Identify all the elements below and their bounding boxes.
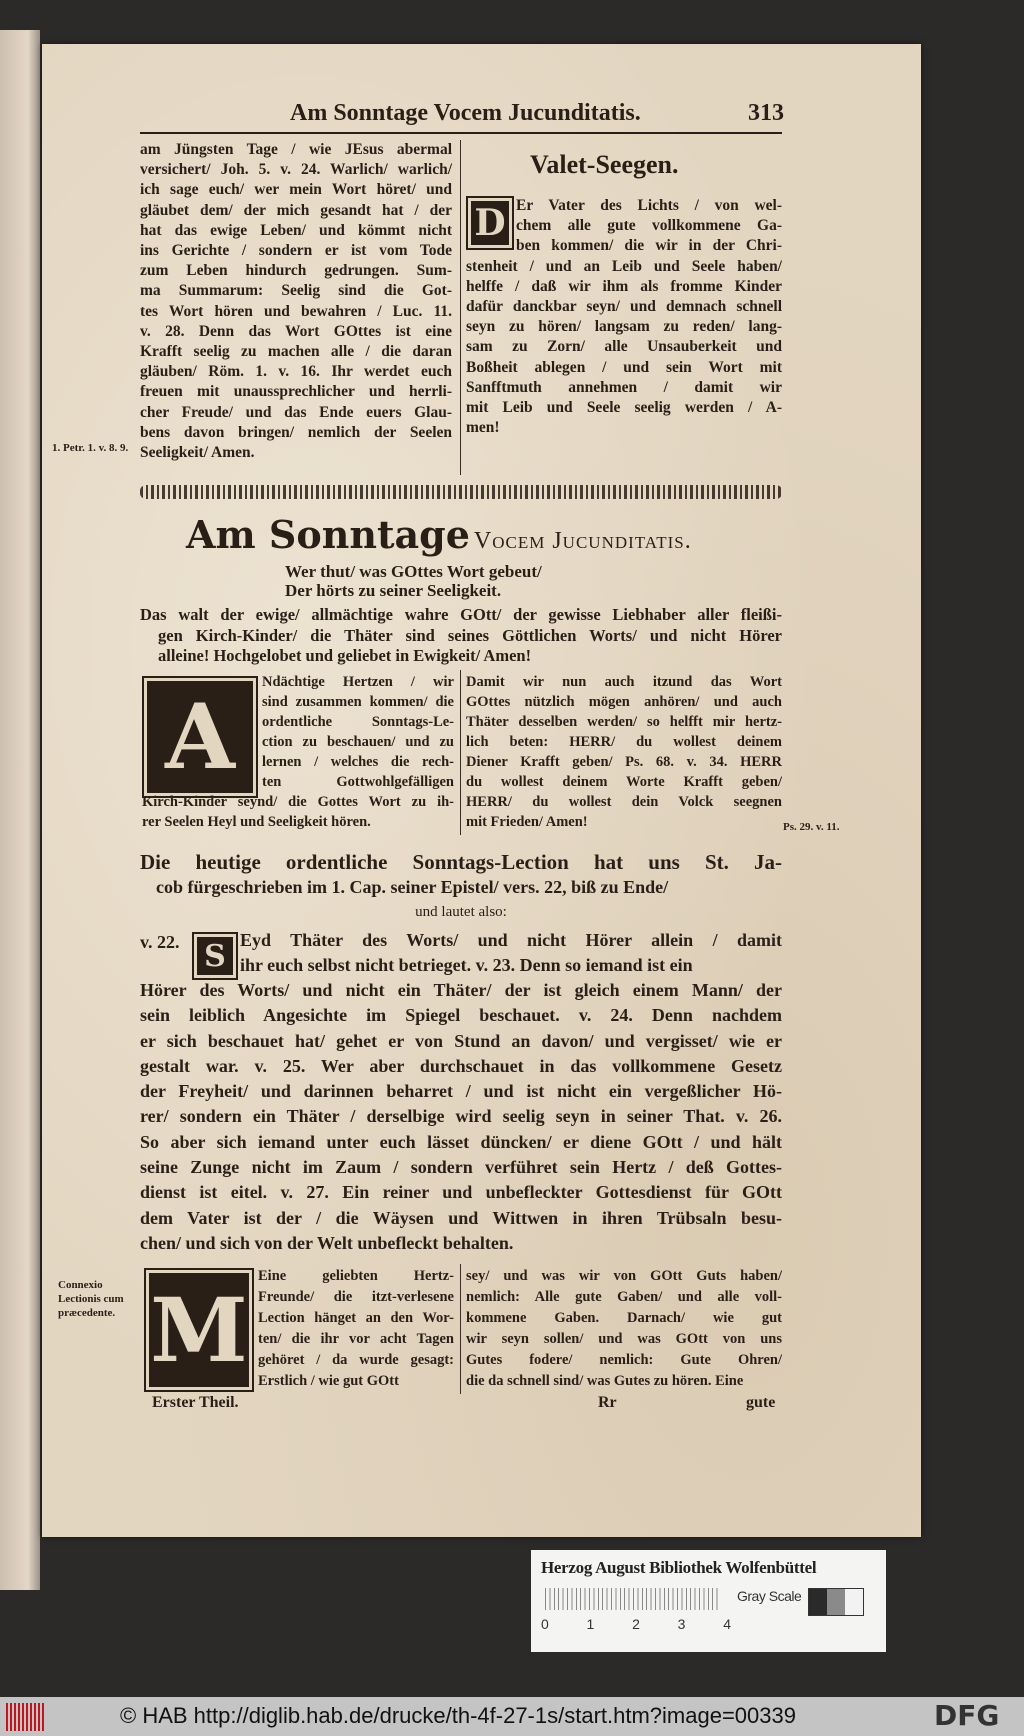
- lection-heading-line: cob fürgeschrieben im 1. Cap. seiner Epistel/ vers. 22, biß zu Ende/: [156, 877, 669, 897]
- text-line: Boßheit ablegen / und sein Wort mit: [466, 358, 782, 376]
- adjacent-page-edge: [0, 30, 40, 1590]
- text-line: er sich beschauet hat/ gehet er von Stund an davon/ und vergisset/ wie er: [140, 1030, 782, 1051]
- text-line: sey/ und was wir von GOtt Guts haben/: [466, 1268, 782, 1284]
- section-title: [186, 512, 692, 557]
- lection-text: [140, 978, 782, 1256]
- prayer-line: Das walt der ewige/ allmächtige wahre GOtt/ der gewisse Liebhaber aller fleißi-: [140, 605, 782, 624]
- card-title: Herzog August Bibliothek Wolfenbüttel: [541, 1558, 817, 1577]
- text-line: So aber sich iemand unter euch lässet düncken/ er diene GOtt / und hält: [140, 1131, 782, 1152]
- text-line: sam zu Zorn/ alle Unsauberkeit und: [466, 338, 782, 356]
- text-line: hat das ewige Leben/ und kömmt nicht: [140, 221, 452, 239]
- verse-label: v. 22.: [140, 932, 180, 952]
- dropcap-d: D: [466, 196, 514, 250]
- ruler-number: 3: [677, 1616, 686, 1632]
- running-head: Am Sonntage Vocem Jucunditatis.: [290, 100, 641, 126]
- motto: [285, 562, 542, 600]
- lection-heading-line: und lautet also:: [415, 904, 507, 920]
- text-line: kommene Gaben. Darnach/ wie gut: [466, 1310, 782, 1326]
- part-label: Erster Theil.: [152, 1394, 239, 1411]
- dropcap-m: M: [144, 1268, 254, 1392]
- text-line: v. 28. Denn das Wort GOttes ist eine: [140, 322, 452, 340]
- text-line: Erstlich / wie gut GOtt: [258, 1373, 399, 1389]
- margin-note-petr: 1. Petr. 1. v. 8. 9.: [52, 442, 129, 454]
- text-line: ordentliche Sonntags-Le-: [262, 714, 454, 730]
- swatch-light: [845, 1589, 863, 1615]
- text-line: chen/ und sich von der Welt unbefleckt behalten.: [140, 1232, 514, 1253]
- text-line: wir seyn sollen/ und was GOtt von uns: [466, 1331, 782, 1347]
- text-line: du wollest deinem Worte Krafft geben/: [466, 774, 782, 790]
- text-line: Eine geliebten Hertz-: [258, 1268, 454, 1284]
- column-divider: [460, 1264, 461, 1394]
- text-line: Krafft seelig zu machen alle / die daran: [140, 343, 452, 361]
- intro-right: [466, 672, 782, 832]
- text-line: rer/ sondern ein Thäter / derselbige wird seelig seyn in seiner That. v. 26.: [140, 1106, 782, 1127]
- text-line: Er Vater des Lichts / von wel-: [516, 197, 782, 214]
- text-line: die da schnell sind/ was Gutes zu hören. Eine: [466, 1373, 744, 1389]
- text-line: rer Seelen Heyl und Seeligkeit hören.: [142, 814, 371, 830]
- column-divider: [460, 140, 461, 475]
- text-line: stenheit / und an Leib und Seele haben/: [466, 257, 782, 275]
- text-line: dem Vater ist der / die Wäysen und Wittwen in ihren Trübsaln besu-: [140, 1207, 782, 1228]
- hab-logo-icon: [6, 1703, 46, 1731]
- valet-seegen-title: Valet-Seegen.: [530, 150, 679, 179]
- text-line: cher Freude/ und das Ende euers Glau-: [140, 403, 452, 421]
- text-line: chem alle gute vollkommene Ga-: [516, 217, 782, 235]
- text-line: sind zusammen kommen/ die: [262, 694, 454, 710]
- intro-left-full: [142, 792, 454, 832]
- text-line: ins Gerichte / sondern er ist vom Tode: [140, 242, 452, 260]
- swatch-dark: [809, 1589, 827, 1615]
- motto-line: Wer thut/ was GOttes Wort gebeut/: [285, 562, 542, 581]
- text-line: der Freyheit/ und darinnen beharret / und ist nicht ein vergeßlicher Hö-: [140, 1081, 782, 1102]
- text-line: gläubet dem/ der mich gesandt hat / der: [140, 201, 452, 219]
- catchword: gute: [746, 1394, 776, 1411]
- text-line: ben kommen/ die wir in der Chri-: [516, 237, 782, 255]
- column-divider: [460, 670, 461, 835]
- text-line: ten Gottwohlgefälligen: [262, 774, 454, 790]
- ruler-numbers: [541, 1616, 731, 1632]
- footer-bar: [0, 1697, 1024, 1736]
- ruler-number: 2: [632, 1616, 640, 1632]
- text-line: gestalt war. v. 25. Wer aber durchschauet in das vollkommene Gesetz: [140, 1055, 782, 1076]
- text-line: Lection hänget an den Wor-: [258, 1310, 454, 1326]
- ruler-number: 0: [541, 1616, 549, 1632]
- lection-first-lines: [240, 928, 782, 978]
- right-column-text-indented: [516, 196, 782, 257]
- text-line: Hörer des Worts/ und nicht ein Thäter/ der ist gleich einem Mann/ der: [140, 980, 782, 1000]
- page-number: 313: [748, 100, 784, 126]
- text-line: Damit wir nun auch itzund das Wort: [466, 674, 782, 690]
- text-line: GOttes nützlich mögen anhören/ und auch: [466, 694, 782, 710]
- text-line: freuen mit unaussprechlicher und herrli-: [140, 383, 452, 401]
- text-line: Seeligkeit/ Amen.: [140, 444, 255, 462]
- prayer-line: alleine! Hochgelobet und geliebet in Ewigkeit/ Amen!: [158, 646, 532, 665]
- lection-heading: [140, 850, 782, 925]
- dropcap-a: A: [142, 676, 258, 798]
- text-line: tes Wort hören und bewahren / Luc. 11.: [140, 302, 452, 320]
- ruler-number: 4: [723, 1616, 731, 1632]
- text-line: Kirch-Kinder seynd/ die Gottes Wort zu ih-: [142, 794, 454, 810]
- text-line: seine Zunge nicht im Zaum / sondern verführet sein Hertz / deß Gottes-: [140, 1157, 782, 1178]
- text-line: ction zu beschauen/ und zu: [262, 734, 454, 750]
- motto-line: Der hörts zu seiner Seeligkeit.: [285, 581, 502, 600]
- ruler-ticks: [545, 1588, 721, 1610]
- text-line: lich beten: HERR/ du wollest deinem: [466, 734, 782, 750]
- swatch-mid: [827, 1589, 845, 1615]
- library-color-card: [531, 1550, 886, 1652]
- header-rule: [140, 132, 782, 134]
- right-column-text: [466, 257, 782, 439]
- text-line: men!: [466, 419, 500, 437]
- text-line: sein leiblich Angesichte im Spiegel beschauet. v. 24. Denn nachdem: [140, 1005, 782, 1026]
- text-line: Thäter desselben werden/ so helfft mir hertz-: [466, 714, 782, 730]
- text-line: gehöret / da wurde gesagt:: [258, 1352, 454, 1368]
- text-line: seyn zu hören/ langsam zu reden/ lang-: [466, 318, 782, 336]
- gray-scale-swatches: [808, 1588, 864, 1616]
- ornamental-divider: [140, 485, 782, 499]
- text-line: nemlich: Alle gute Gaben/ und alle voll-: [466, 1289, 782, 1305]
- copyright-link[interactable]: © HAB http://diglib.hab.de/drucke/th-4f-27-1s/start.htm?image=00339: [120, 1703, 796, 1728]
- text-line: gläuben/ Röm. 1. v. 16. Ihr werdet euch: [140, 363, 452, 381]
- gray-scale-label: Gray Scale: [737, 1588, 802, 1604]
- margin-note-connexio: Connexio Lectionis cum præcedente.: [58, 1279, 124, 1319]
- text-line: ich sage euch/ wer mein Wort höret/ und: [140, 181, 452, 199]
- prayer-line: gen Kirch-Kinder/ die Thäter sind seines Göttlichen Worts/ und nicht Hörer: [158, 625, 782, 645]
- section-title-blackletter: Am Sonntage: [186, 512, 470, 557]
- ruler-number: 1: [586, 1616, 595, 1632]
- dropcap-s: S: [192, 932, 238, 980]
- margin-note-psalm: Ps. 29. v. 11.: [783, 821, 840, 833]
- lection-heading-line: Die heutige ordentliche Sonntags-Lection hat uns St. Ja-: [140, 850, 782, 874]
- text-line: Eyd Thäter des Worts/ und nicht Hörer allein / damit: [240, 930, 782, 950]
- text-line: Freunde/ die itzt-verlesene: [258, 1289, 454, 1305]
- part-one-left: [258, 1266, 454, 1392]
- text-line: Sanfftmuth annehmen / damit wir: [466, 378, 782, 396]
- opening-prayer: [140, 605, 782, 667]
- text-line: ten/ die ihr vor acht Tagen: [258, 1331, 454, 1347]
- left-column-text: [140, 140, 452, 463]
- text-line: dienst ist eitel. v. 27. Ein reiner und unbefleckter Gottesdienst für GOtt: [140, 1182, 782, 1203]
- text-line: HERR/ du wollest dein Volck seegnen: [466, 794, 782, 810]
- text-line: Gutes fodere/ nemlich: Gute Ohren/: [466, 1352, 782, 1368]
- dfg-logo: DFG: [934, 1699, 1000, 1732]
- text-line: ihr euch selbst nicht betrieget. v. 23. Denn so iemand ist ein: [240, 955, 693, 975]
- part-one-right: [466, 1266, 782, 1392]
- text-line: am Jüngsten Tage / wie JEsus abermal: [140, 141, 452, 158]
- text-line: mit Frieden/ Amen!: [466, 814, 588, 830]
- text-line: versichert/ Joh. 5. v. 24. Warlich/ warlich/: [140, 161, 452, 179]
- signature-mark: Rr: [598, 1394, 617, 1411]
- text-line: helffe / daß wir ihm als fromme Kinder: [466, 277, 782, 295]
- text-line: zum Leben hindurch gedrungen. Sum-: [140, 262, 452, 280]
- text-line: ma Summarum: Seelig sind die Got-: [140, 282, 452, 300]
- text-line: lernen / welches die rech-: [262, 754, 454, 770]
- text-line: mit Leib und Seele seelig werden / A-: [466, 399, 782, 417]
- intro-left-indented: [262, 672, 454, 792]
- text-line: Diener Krafft geben/ Ps. 68. v. 34. HERR: [466, 754, 782, 770]
- text-line: bens davon bringen/ nemlich der Seelen: [140, 423, 452, 441]
- section-title-roman: Vocem Jucunditatis.: [473, 528, 692, 554]
- text-line: dafür danckbar seyn/ und demnach schnell: [466, 298, 782, 315]
- text-line: Ndächtige Hertzen / wir: [262, 674, 454, 690]
